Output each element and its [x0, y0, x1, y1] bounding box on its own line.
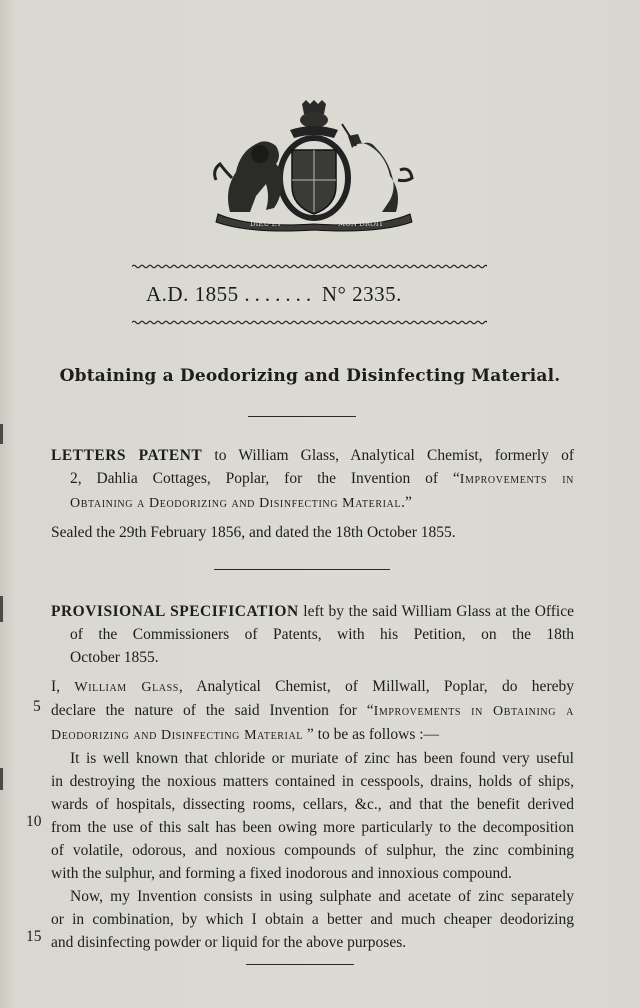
letters-patent-lead: LETTERS PATENT	[51, 447, 203, 464]
letters-patent-line3-end: .”	[401, 494, 412, 511]
binding-edge-mark	[0, 596, 3, 622]
specification-body	[51, 675, 574, 954]
provisional-section	[51, 600, 574, 669]
body-line10: Now, my Invention consists in using sulphate and acetate of zinc separately	[70, 888, 574, 905]
body-line5: in destroying the noxious matters contained in cesspools, drains, holds of ships,	[51, 773, 574, 790]
royal-coat-of-arms-icon	[210, 100, 416, 232]
body-line3-b: ” to be as follows :—	[303, 726, 440, 743]
body-line11: or in combination, by which I obtain a better and much cheaper deodorizing	[51, 911, 574, 928]
provisional-lead: PROVISIONAL SPECIFICATION	[51, 603, 299, 620]
letters-patent-line1: to William Glass, Analytical Chemist, formerly of	[214, 447, 575, 464]
end-divider	[246, 964, 354, 965]
ad-year: A.D. 1855	[146, 282, 239, 306]
provisional-line1: left by the said William Glass at the Office	[303, 603, 574, 620]
provisional-line2: of the Commissioners of Patents, with his Petition, on the 18th	[70, 626, 574, 643]
body-line1-a: I,	[51, 678, 75, 695]
motto-left-text: DIEU ET	[250, 220, 282, 228]
body-line9: with the sulphur, and forming a fixed inodorous and innoxious compound.	[51, 865, 512, 882]
sealed-line	[51, 521, 574, 544]
line-number-5: 5	[33, 698, 41, 715]
section-divider	[214, 569, 390, 570]
binding-edge-mark	[0, 424, 3, 444]
leader-dots: .......	[244, 282, 317, 306]
binding-edge-mark	[0, 768, 3, 790]
patent-number: N° 2335.	[321, 282, 402, 306]
body-line7: from the use of this salt has been owing more particularly to the decomposition	[51, 819, 574, 836]
body-line2-caps: Improvements in Obtaining a	[373, 704, 574, 719]
document-title: Obtaining a Deodorizing and Disinfecting Material.	[59, 366, 561, 386]
line-number-15: 15	[26, 928, 42, 945]
motto-right-text: MON DROIT	[338, 220, 384, 228]
body-line3-caps: Deodorizing and Disinfecting Material	[51, 728, 304, 743]
letters-patent-line3-caps: Obtaining a Deodorizing and Disinfecting Material	[70, 496, 402, 511]
body-line8: of volatile, odorous, and noxious compounds of sulphur, the zinc combining	[51, 842, 574, 859]
body-line1-b: , Analytical Chemist, of Millwall, Poplar, do hereby	[178, 678, 574, 695]
patent-header	[146, 282, 486, 307]
body-line12: and disinfecting powder or liquid for the above purposes.	[51, 934, 407, 951]
header-bottom-rule	[132, 320, 487, 325]
letters-patent-line2: 2, Dahlia Cottages, Poplar, for the Invention of “	[70, 470, 460, 487]
body-line2-a: declare the nature of the said Invention for “	[51, 702, 374, 719]
letters-patent-section	[51, 444, 574, 515]
body-line4: It is well known that chloride or muriate of zinc has been found very useful	[70, 750, 574, 767]
line-number-10: 10	[26, 813, 42, 830]
provisional-line3: October 1855.	[70, 649, 159, 666]
sealed-text: Sealed the 29th February 1856, and dated the 18th October 1855.	[51, 524, 456, 541]
header-top-rule	[132, 264, 487, 269]
title-divider	[248, 416, 356, 417]
letters-patent-line2-caps: Improvements in	[459, 472, 574, 487]
body-line6: wards of hospitals, dissecting rooms, cellars, &c., and that the benefit derived	[51, 796, 574, 813]
body-line1-name: William Glass	[74, 680, 179, 695]
